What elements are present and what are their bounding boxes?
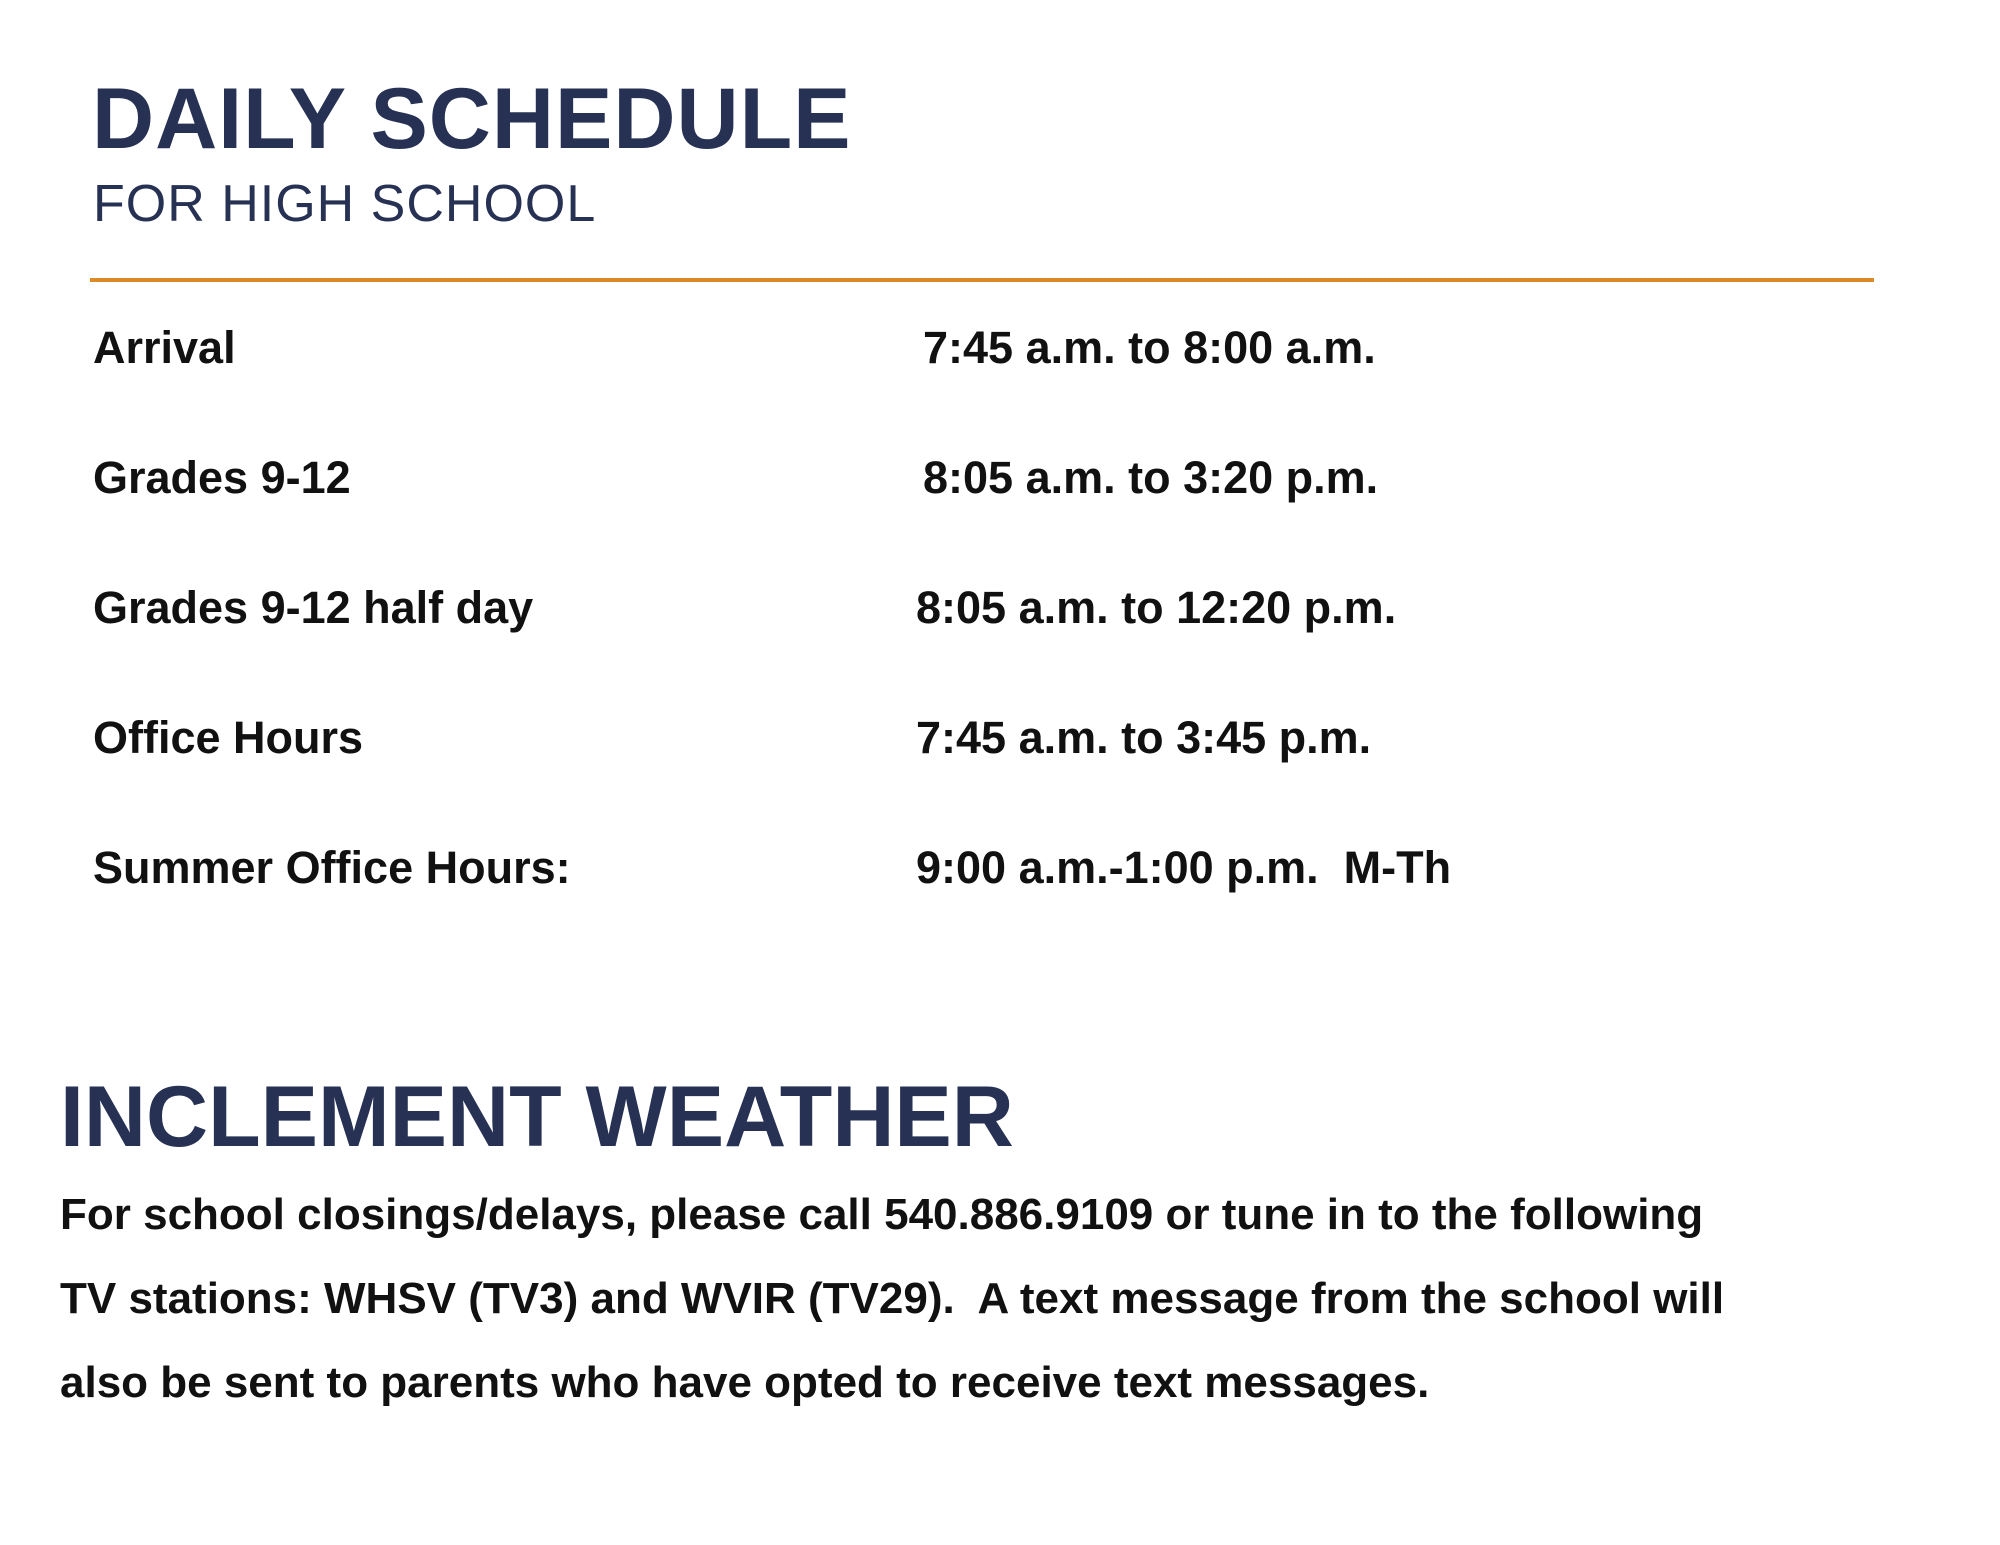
schedule-row-half-day [93, 578, 1693, 638]
schedule-time: 8:05 a.m. to 3:20 p.m. [923, 452, 1379, 503]
schedule-label: Grades 9-12 [93, 452, 351, 503]
schedule-row-grades [93, 448, 1693, 508]
schedule-label: Office Hours [93, 712, 364, 763]
schedule-row-summer-office-hours [93, 838, 1693, 898]
schedule-row-arrival [93, 318, 1693, 378]
schedule-time: 8:05 a.m. to 12:20 p.m. [916, 582, 1397, 633]
schedule-label: Arrival [93, 322, 236, 373]
weather-paragraph-line: For school closings/delays, please call 540.886.9109 or tune in to the following [60, 1190, 1704, 1239]
schedule-label: Grades 9-12 half day [93, 582, 534, 633]
inclement-weather-heading: INCLEMENT WEATHER [60, 1069, 1014, 1165]
schedule-time: 7:45 a.m. to 8:00 a.m. [923, 322, 1376, 373]
divider-rule [90, 278, 1874, 282]
schedule-time: 7:45 a.m. to 3:45 p.m. [916, 712, 1372, 763]
schedule-label: Summer Office Hours: [93, 842, 571, 893]
schedule-row-office-hours [93, 708, 1693, 768]
weather-paragraph-line: also be sent to parents who have opted to receive text messages. [60, 1358, 1430, 1407]
page-subtitle: FOR HIGH SCHOOL [93, 175, 597, 233]
page-title: DAILY SCHEDULE [92, 71, 852, 167]
schedule-time: 9:00 a.m.-1:00 p.m. M-Th [916, 842, 1452, 893]
weather-paragraph-line: TV stations: WHSV (TV3) and WVIR (TV29). A text message from the school will [60, 1274, 1725, 1323]
